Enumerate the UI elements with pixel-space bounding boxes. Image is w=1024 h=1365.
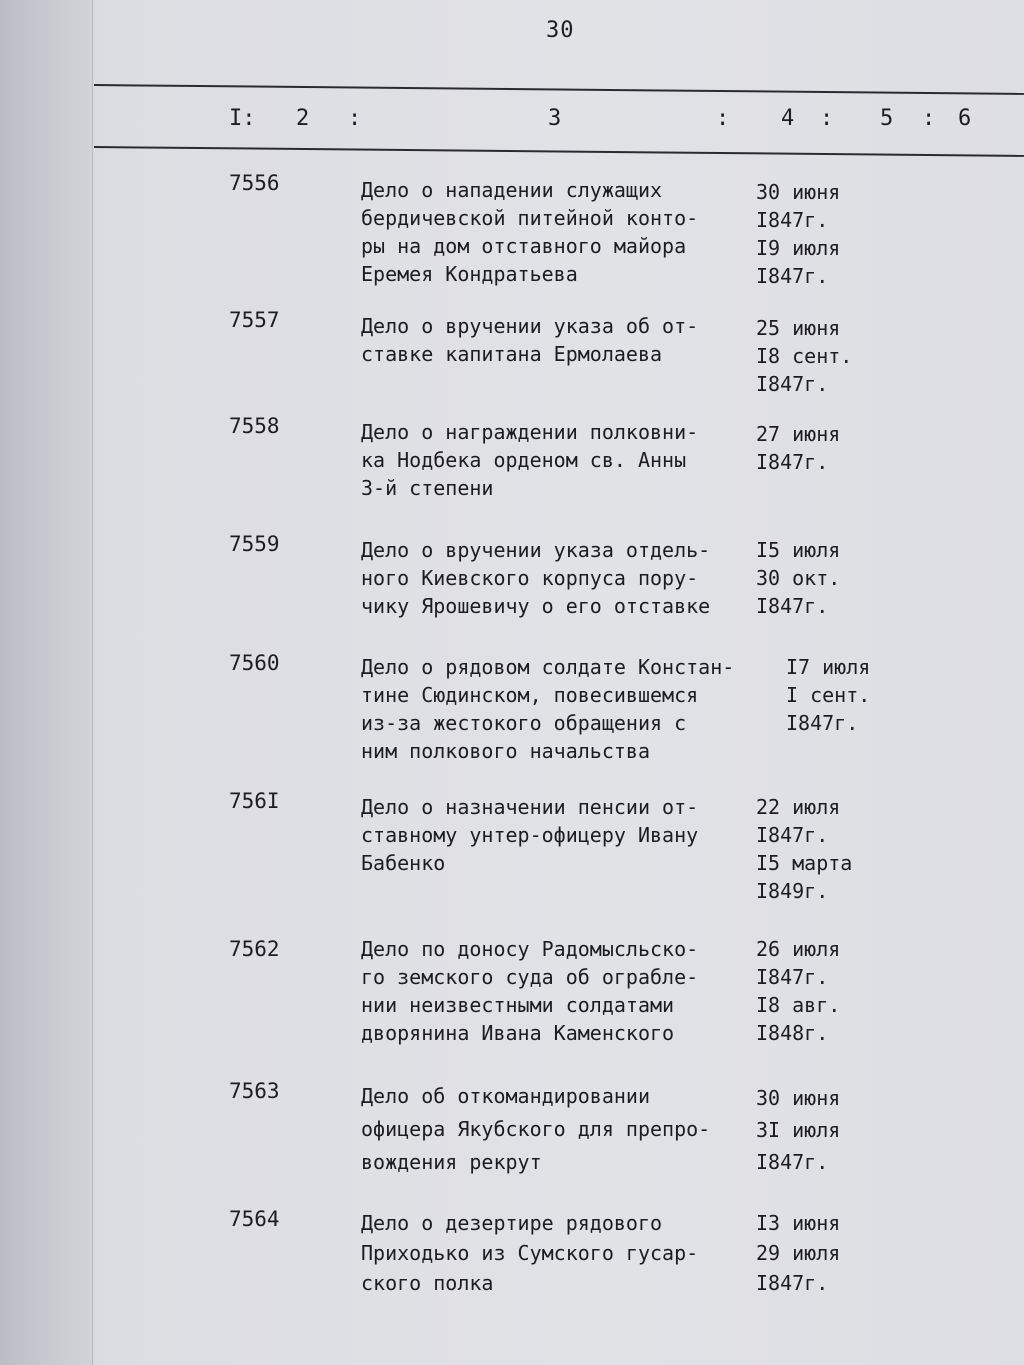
record-number: 7562 xyxy=(229,937,280,961)
record-number: 7559 xyxy=(229,532,280,556)
record-dates: 22 июля I847г. I5 марта I849г. xyxy=(756,795,853,903)
record-dates: I5 июля 30 окт. I847г. xyxy=(756,538,841,618)
record-number: 7564 xyxy=(229,1207,280,1231)
record-dates: 26 июля I847г. I8 авг. I848г. xyxy=(756,937,841,1045)
column-header-3: 3 xyxy=(548,106,562,131)
record-title: Дело о назначении пенсии от- ставному унтер-офицеру Ивану Бабенко xyxy=(361,795,699,875)
record-dates: I7 июля I сент. I847г. xyxy=(786,655,871,735)
record-dates: 27 июня I847г. xyxy=(756,422,841,474)
record-number: 756I xyxy=(229,789,280,813)
record-title: Дело об откомандировании офицера Якубского для препро- вождения рекрут xyxy=(361,1084,711,1174)
record-dates: 30 июня I847г. I9 июля I847г. xyxy=(756,180,841,288)
header-rule-top xyxy=(94,84,1024,95)
record-number: 7556 xyxy=(229,171,280,195)
record-title: Дело о нападении служащих бердичевской питейной конто- ры на дом отставного майора Еремея Кондратьева xyxy=(361,178,699,286)
header-rule-bottom xyxy=(94,146,1024,157)
column-header-2: 2 xyxy=(296,106,310,131)
record-number: 7558 xyxy=(229,414,280,438)
column-header-6: 6 xyxy=(958,106,972,131)
record-title: Дело о вручении указа отдель- ного Киевского корпуса пору- чику Ярошевичу о его отставке xyxy=(361,538,711,618)
record-dates: I3 июня 29 июля I847г. xyxy=(756,1211,841,1295)
record-dates: 25 июня I8 сент. I847г. xyxy=(756,316,853,396)
column-header-separator: : xyxy=(348,106,362,131)
record-title: Дело о вручении указа об от- ставке капитана Ермолаева xyxy=(361,314,699,366)
record-title: Дело о дезертире рядового Приходько из Сумского гусар- ского полка xyxy=(361,1211,699,1295)
column-header-5: 5 xyxy=(880,106,894,131)
record-dates: 30 июня 3I июля I847г. xyxy=(756,1086,841,1174)
record-title: Дело о награждении полковни- ка Нодбека орденом св. Анны 3-й степени xyxy=(361,420,699,500)
record-number: 7563 xyxy=(229,1079,280,1103)
column-header-separator: : xyxy=(922,106,936,131)
column-header-separator: : xyxy=(716,106,730,131)
record-title: Дело о рядовом солдате Констан- тине Сюдинском, повесившемся из-за жестокого обращения с ним полкового начальства xyxy=(361,655,735,763)
record-number: 7560 xyxy=(229,651,280,675)
column-header-4: 4 xyxy=(781,106,795,131)
page-number: 30 xyxy=(546,18,575,43)
column-header-1: I: xyxy=(229,106,256,131)
record-title: Дело по доносу Радомысльско- го земского суда об ограбле- нии неизвестными солдатами дворянина Ивана Каменского xyxy=(361,937,699,1045)
record-number: 7557 xyxy=(229,308,280,332)
column-header-separator: : xyxy=(820,106,834,131)
binding-margin xyxy=(0,0,93,1365)
